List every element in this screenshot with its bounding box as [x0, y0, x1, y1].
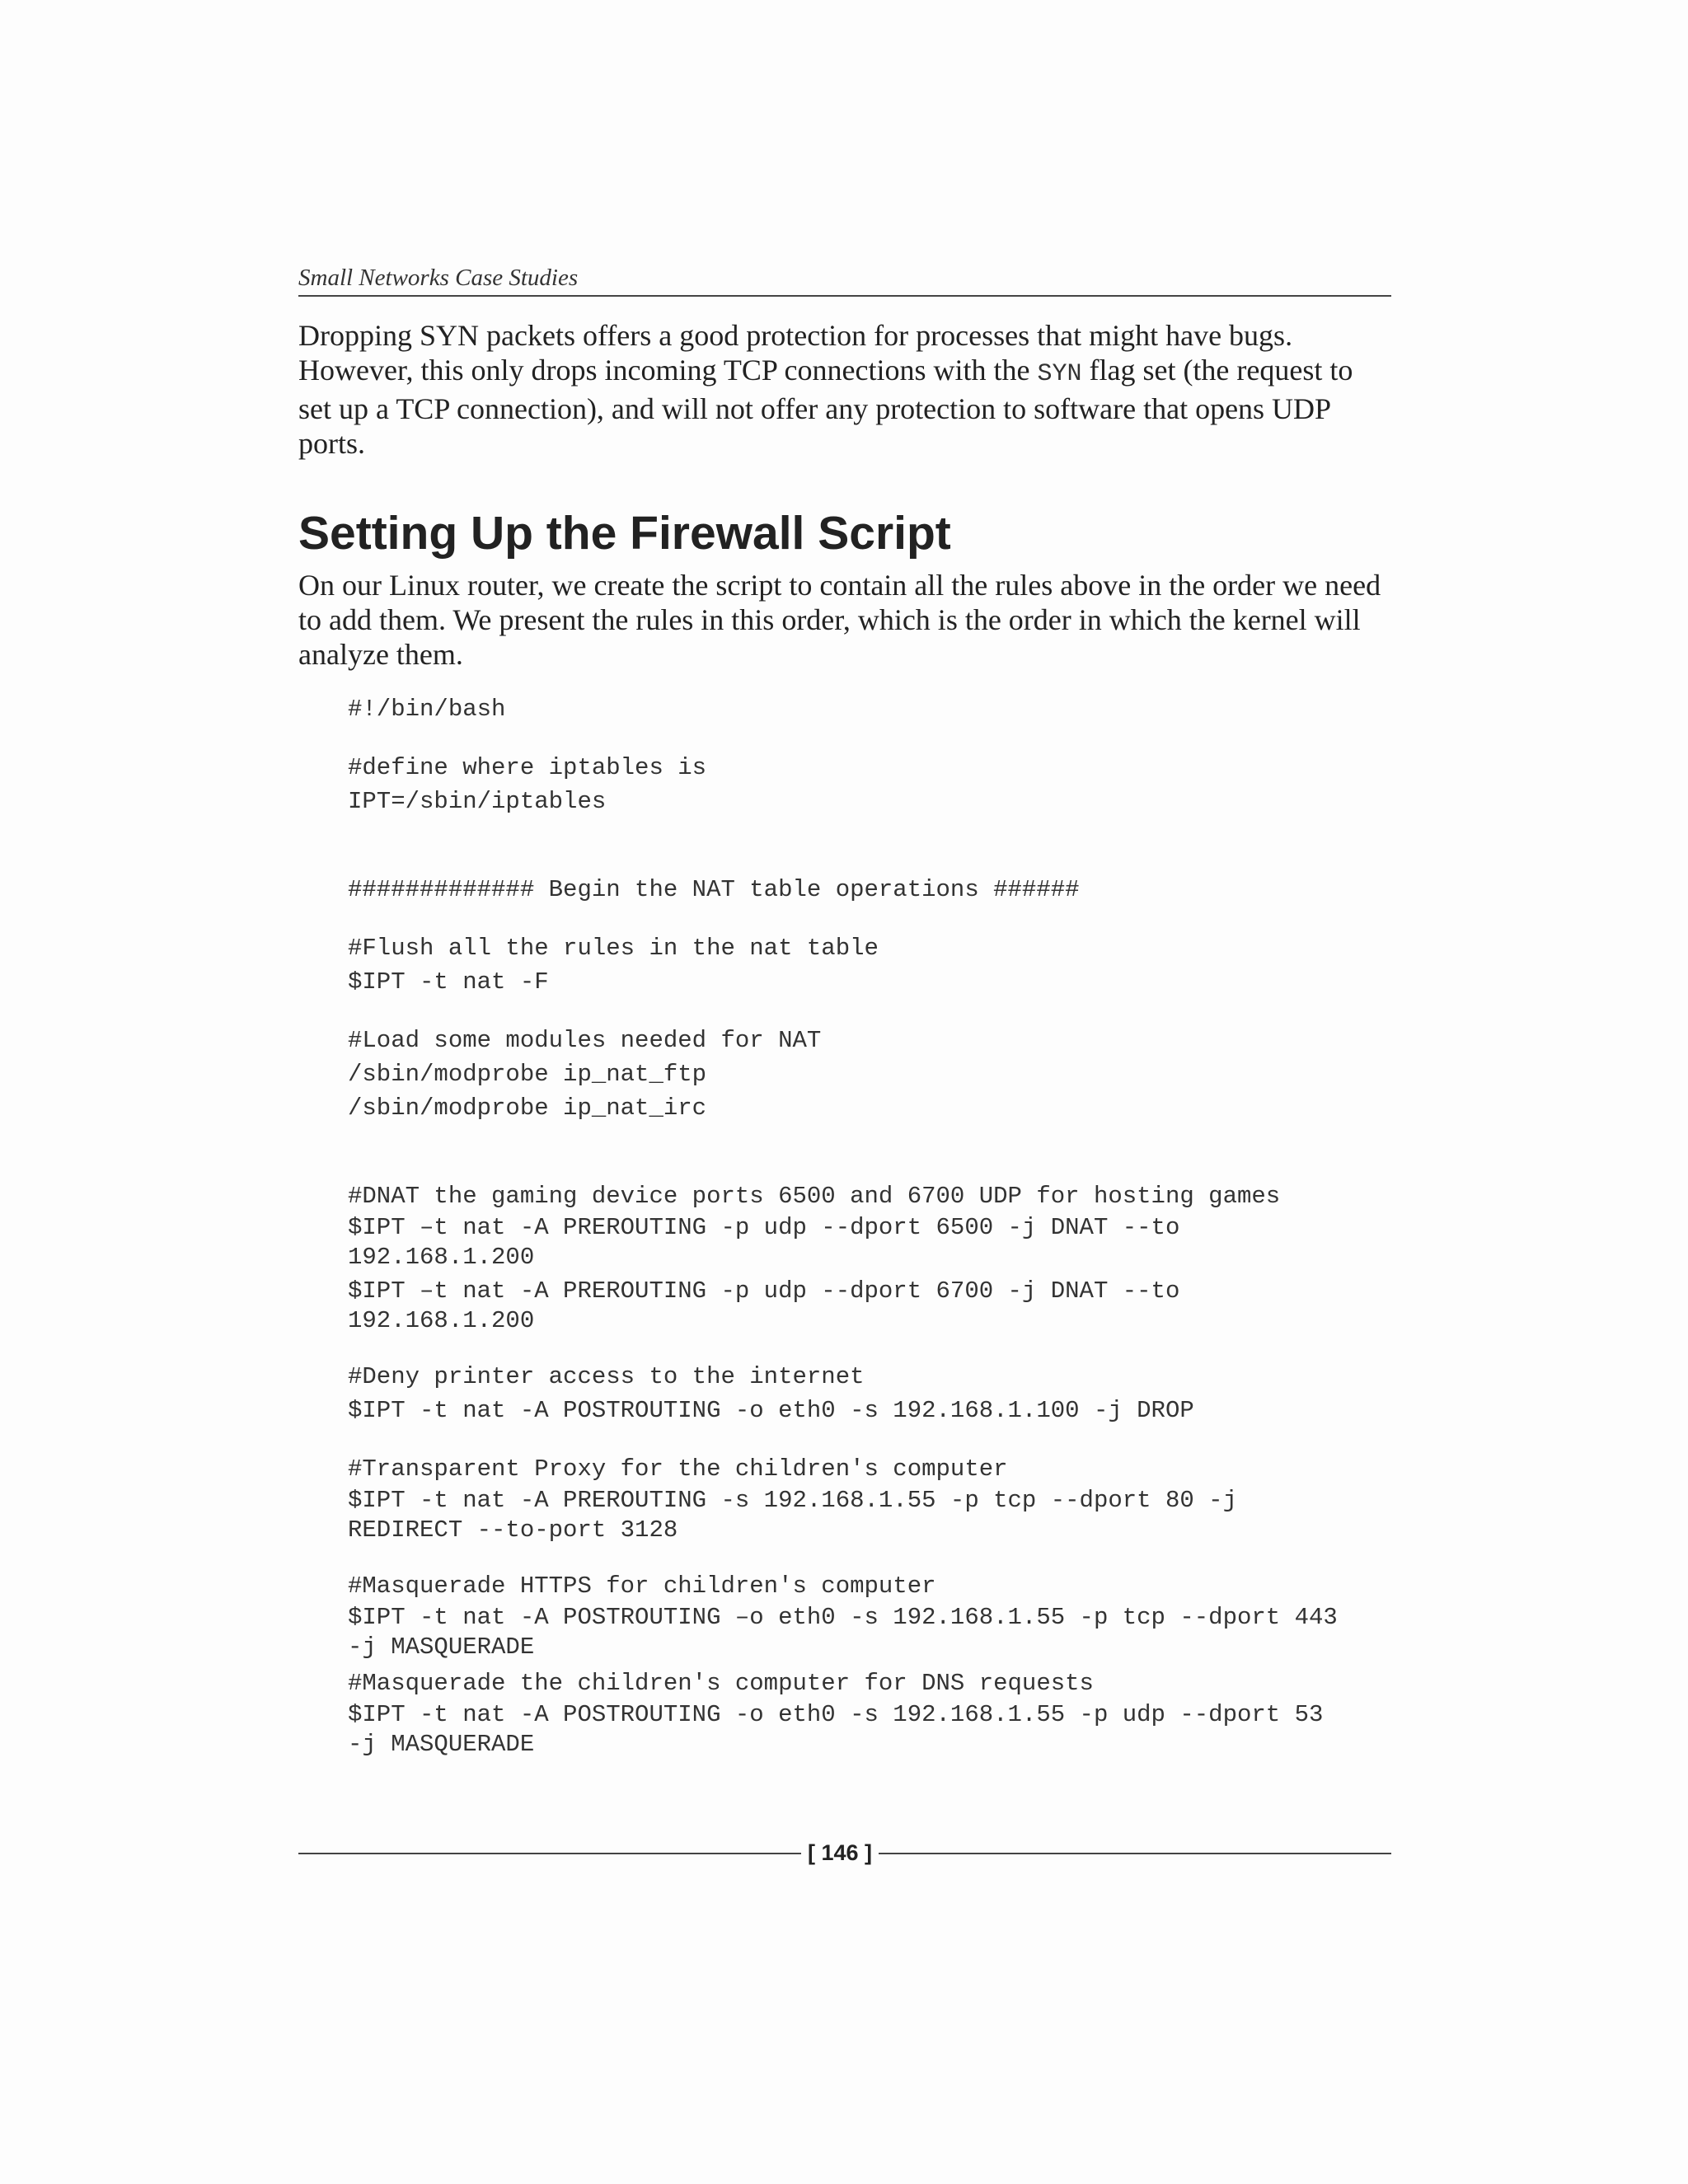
code-line: $IPT -t nat -A PREROUTING -s 192.168.1.55 -p tcp --dport 80 -j: [348, 1487, 1237, 1514]
intro-text-after: flag set (the request to set up a TCP connection), and will not offer any protection to software that opens UDP ports.: [298, 354, 1353, 460]
code-line: $IPT -t nat -A POSTROUTING -o eth0 -s 192.168.1.100 -j DROP: [348, 1397, 1194, 1424]
running-header-title: Small Networks Case Studies: [298, 265, 579, 291]
code-line: -j MASQUERADE: [348, 1731, 535, 1758]
code-line: #Flush all the rules in the nat table: [348, 935, 879, 962]
code-line: /sbin/modprobe ip_nat_ftp: [348, 1061, 707, 1088]
code-line: #!/bin/bash: [348, 696, 506, 723]
code-group-dnat: [348, 1179, 1391, 1335]
section-heading: Setting Up the Firewall Script: [298, 507, 951, 560]
page-footer: [298, 1836, 1391, 1869]
inline-code-syn: SYN: [1037, 360, 1082, 388]
section-paragraph: On our Linux router, we create the script to contain all the rules above in the order we need to add them. We present the rules in this order, which is the order in which the kernel will analyze them.: [298, 569, 1381, 671]
code-group-shebang: [348, 692, 1391, 726]
code-line: REDIRECT --to-port 3128: [348, 1516, 678, 1544]
code-line: $IPT -t nat -A POSTROUTING -o eth0 -s 192.168.1.55 -p udp --dport 53: [348, 1701, 1324, 1728]
book-page: [298, 0, 1391, 2184]
code-line: #DNAT the gaming device ports 6500 and 6700 UDP for hosting games: [348, 1183, 1281, 1210]
code-group-proxy: [348, 1452, 1391, 1544]
code-group-flush: [348, 931, 1391, 999]
code-listing: [348, 692, 1391, 1783]
code-line: 192.168.1.200: [348, 1244, 535, 1271]
code-line: $IPT –t nat -A PREROUTING -p udp --dport 6700 -j DNAT --to: [348, 1277, 1180, 1305]
code-line: /sbin/modprobe ip_nat_irc: [348, 1094, 707, 1122]
code-group-masquerade: [348, 1569, 1391, 1759]
code-line: ############# Begin the NAT table operations ######: [348, 876, 1080, 903]
code-line: -j MASQUERADE: [348, 1633, 535, 1661]
code-group-printer: [348, 1360, 1391, 1427]
code-line: 192.168.1.200: [348, 1307, 535, 1334]
running-header: [298, 262, 1391, 297]
code-line: $IPT –t nat -A PREROUTING -p udp --dport 6500 -j DNAT --to: [348, 1214, 1180, 1241]
code-line: $IPT -t nat -A POSTROUTING –o eth0 -s 192.168.1.55 -p tcp --dport 443: [348, 1604, 1338, 1631]
footer-rule-right: [879, 1853, 1391, 1854]
code-group-nat-begin: [348, 873, 1391, 907]
intro-text-before: Dropping SYN packets offers a good protection for processes that might have bugs. However, this only drops incoming TCP connections with the: [298, 319, 1293, 387]
code-group-define: [348, 751, 1391, 818]
code-line: $IPT -t nat -F: [348, 968, 549, 996]
code-line: #Masquerade HTTPS for children's computer: [348, 1572, 936, 1600]
code-group-modules: [348, 1024, 1391, 1125]
code-line: #Masquerade the children's computer for DNS requests: [348, 1670, 1094, 1697]
page-number: [ 146 ]: [807, 1840, 873, 1865]
code-line: #Transparent Proxy for the children's computer: [348, 1455, 1008, 1483]
code-line: IPT=/sbin/iptables: [348, 788, 607, 815]
footer-rule-left: [298, 1853, 801, 1854]
intro-paragraph: [298, 318, 1391, 461]
code-line: #define where iptables is: [348, 754, 707, 781]
code-line: #Load some modules needed for NAT: [348, 1027, 822, 1054]
code-line: #Deny printer access to the internet: [348, 1363, 865, 1390]
